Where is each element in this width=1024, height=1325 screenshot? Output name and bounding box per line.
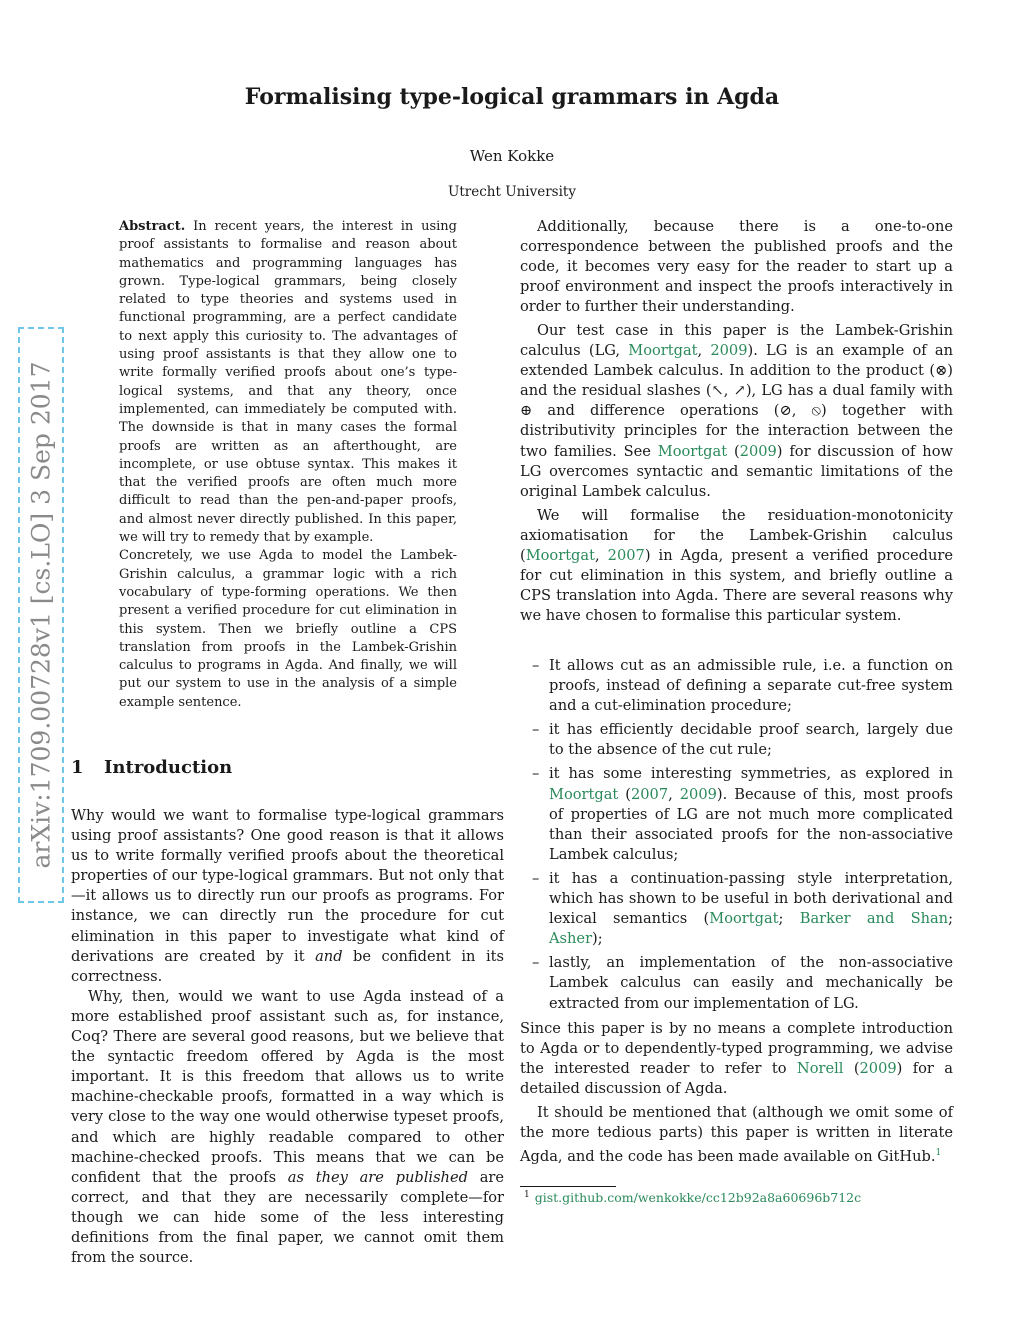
list-item: – it has some interesting symmetries, as explored in Moortgat (2007, 2009). Because of this, most proofs of properties of LG are not much more complicated than their associated proofs for the non-associative Lambek calculus;: [532, 765, 953, 863]
footnote: [524, 1190, 861, 1205]
right-paragraph-6: It should be mentioned that (although we omit some of the more tedious parts) this paper is written in literate Agda, and the code has been made available on GitHub.$^1$: [520, 1104, 953, 1166]
right-paragraph-1: Additionally, because there is a one-to-one correspondence between the published proofs and the code, it becomes very easy for the reader to start up a proof environment and inspect the proofs interactively in order to further their understanding.: [520, 218, 953, 316]
citation-link[interactable]: 2009: [710, 342, 748, 360]
list-item: – it has a continuation-passing style interpretation, which has shown to be useful in both derivational and lexical semantics (Moortgat; Barker and Shan; Asher);: [532, 869, 953, 948]
list-item: – lastly, an implementation of the non-associative Lambek calculus can easily and mechanically be extracted from our implementation of LG.: [532, 954, 953, 1012]
footnote-marker[interactable]: 1: [935, 1148, 942, 1159]
citation-link[interactable]: Moortgat: [709, 910, 779, 928]
citation-link[interactable]: Norell: [796, 1060, 844, 1078]
citation-link[interactable]: 2009: [679, 785, 717, 803]
citation-link[interactable]: 2007: [630, 785, 669, 803]
citation-link[interactable]: Moortgat: [525, 547, 595, 565]
abstract: [119, 218, 457, 712]
citation-link[interactable]: 2009: [859, 1060, 897, 1078]
abstract-paragraph-2: Concretely, we use Agda to model the Lambek-Grishin calculus, a grammar logic with a rich vocabulary of type-forming operations. We then present a verified procedure for cut elimination in this system. Then we briefly outline a CPS translation from proofs in the Lambek-Grishin calculus to programs in Agda. And finally, we will put our system to use in the analysis of a simple example sentence.: [119, 548, 457, 710]
list-dash: –: [532, 869, 540, 887]
arxiv-id: arXiv:1709.00728v1 [cs.LO] 3 Sep 2017: [26, 361, 56, 869]
right-paragraph-2: Our test case in this paper is the Lambek-Grishin calculus (LG, Moortgat, 2009). LG is an example of an extended Lambek calculus. In addition to the product (⊗) and the residual slashes (↖, ↗), LG has a dual family with ⊕ and difference operations (⊘, ⦸) together with distributivity principles for the interaction between the two families. See Moortgat (2009) for discussion of how LG overcomes syntactic and semantic limitations of the original Lambek calculus.: [520, 322, 953, 500]
section-title: Introduction: [104, 757, 233, 778]
arxiv-stamp[interactable]: [18, 327, 64, 903]
list-dash: –: [532, 954, 540, 972]
citation-link[interactable]: Moortgat: [628, 342, 698, 360]
right-paragraph-5: Since this paper is by no means a complete introduction to Agda or to dependently-typed programming, we advise the interested reader to refer to Norell (2009) for a detailed discussion of Agda.: [520, 1020, 953, 1098]
citation-link[interactable]: Asher: [549, 930, 593, 948]
reasons-list: [520, 656, 953, 1018]
citation-link[interactable]: 2007: [607, 547, 645, 565]
citation-link[interactable]: 2009: [739, 442, 777, 460]
citation-link[interactable]: Moortgat: [657, 442, 728, 460]
list-dash: –: [532, 765, 540, 783]
list-item: – It allows cut as an admissible rule, i.e. a function on proofs, instead of defining a separate cut-free system and a cut-elimination procedure;: [532, 657, 953, 715]
emphasis-as-published: as they are published: [287, 1168, 468, 1186]
list-dash: –: [532, 657, 540, 674]
footnote-link[interactable]: gist.github.com/wenkokke/cc12b92a8a60696b712c: [534, 1190, 862, 1206]
abstract-paragraph-1: [119, 218, 457, 547]
footnote-rule: [520, 1186, 616, 1187]
author-name: Wen Kokke: [469, 147, 555, 165]
intro-paragraph-2: Why, then, would we want to use Agda instead of a more established proof assistant such as, for instance, Coq? There are several good reasons, but we believe that the syntactic freedom offered by Agda is the most important. It is this freedom that allows us to write machine-checkable proofs, formatted in a way which is very close to the way one would otherwise typeset proofs, and which are highly readable compared to other machine-checked proofs. This means that we can be confident that the proofs as they are published are correct, and that they are necessarily complete—for though we can hide some of the less interesting definitions from the final paper, we cannot omit them from the source.: [71, 987, 505, 1267]
list-item: – it has efficiently decidable proof search, largely due to the absence of the cut rule;: [532, 721, 953, 759]
emphasis-and: and: [315, 947, 343, 965]
paper-title: Formalising type-logical grammars in Agda: [244, 84, 780, 110]
abstract-label: Abstract.: [119, 219, 186, 234]
left-column-body: [71, 806, 504, 1268]
section-heading: [71, 757, 232, 778]
citation-link[interactable]: Moortgat: [549, 785, 619, 803]
section-number: 1: [71, 757, 84, 778]
footnote-number: 1: [524, 1190, 530, 1200]
citation-link[interactable]: Barker and Shan: [799, 910, 949, 928]
abstract-text-1: In recent years, the interest in using proof assistants to formalise and reason about mathematics and programming languages has grown. Type-logical grammars, being closely related to type theories and systems used in functional programming, are a perfect candidate to next apply this curiosity to. The advantages of using proof assistants is that they allow one to write formally verified proofs about one’s type-logical systems, and that any theory, once implemented, can immediately be computed with. The downside is that in many cases the formal proofs are written as an afterthought, are incomplete, or use obtuse syntax. This makes it that the verified proofs are often much more difficult to read than the pen-and-paper proofs, and almost never directly published. In this paper, we will try to remedy that by example.: [119, 219, 457, 546]
affiliation: Utrecht University: [448, 184, 576, 200]
right-paragraph-3: We will formalise the residuation-monotonicity axiomatisation for the Lambek-Grishin calculus (Moortgat, 2007) in Agda, present a verified procedure for cut elimination in this system, and briefly outline a CPS translation into Agda. There are several reasons why we have chosen to formalise this particular system.: [520, 507, 953, 625]
intro-paragraph-1: Why would we want to formalise type-logical grammars using proof assistants? One good reason is that it allows us to write formally verified proofs about the theoretical properties of our type-logical grammars. But not only that—it allows us to directly run our proofs as programs. For instance, we can directly run the procedure for cut elimination in this paper to investigate what kind of derivations are created by it and be confident in its correctness.: [71, 807, 504, 985]
list-dash: –: [532, 721, 540, 739]
